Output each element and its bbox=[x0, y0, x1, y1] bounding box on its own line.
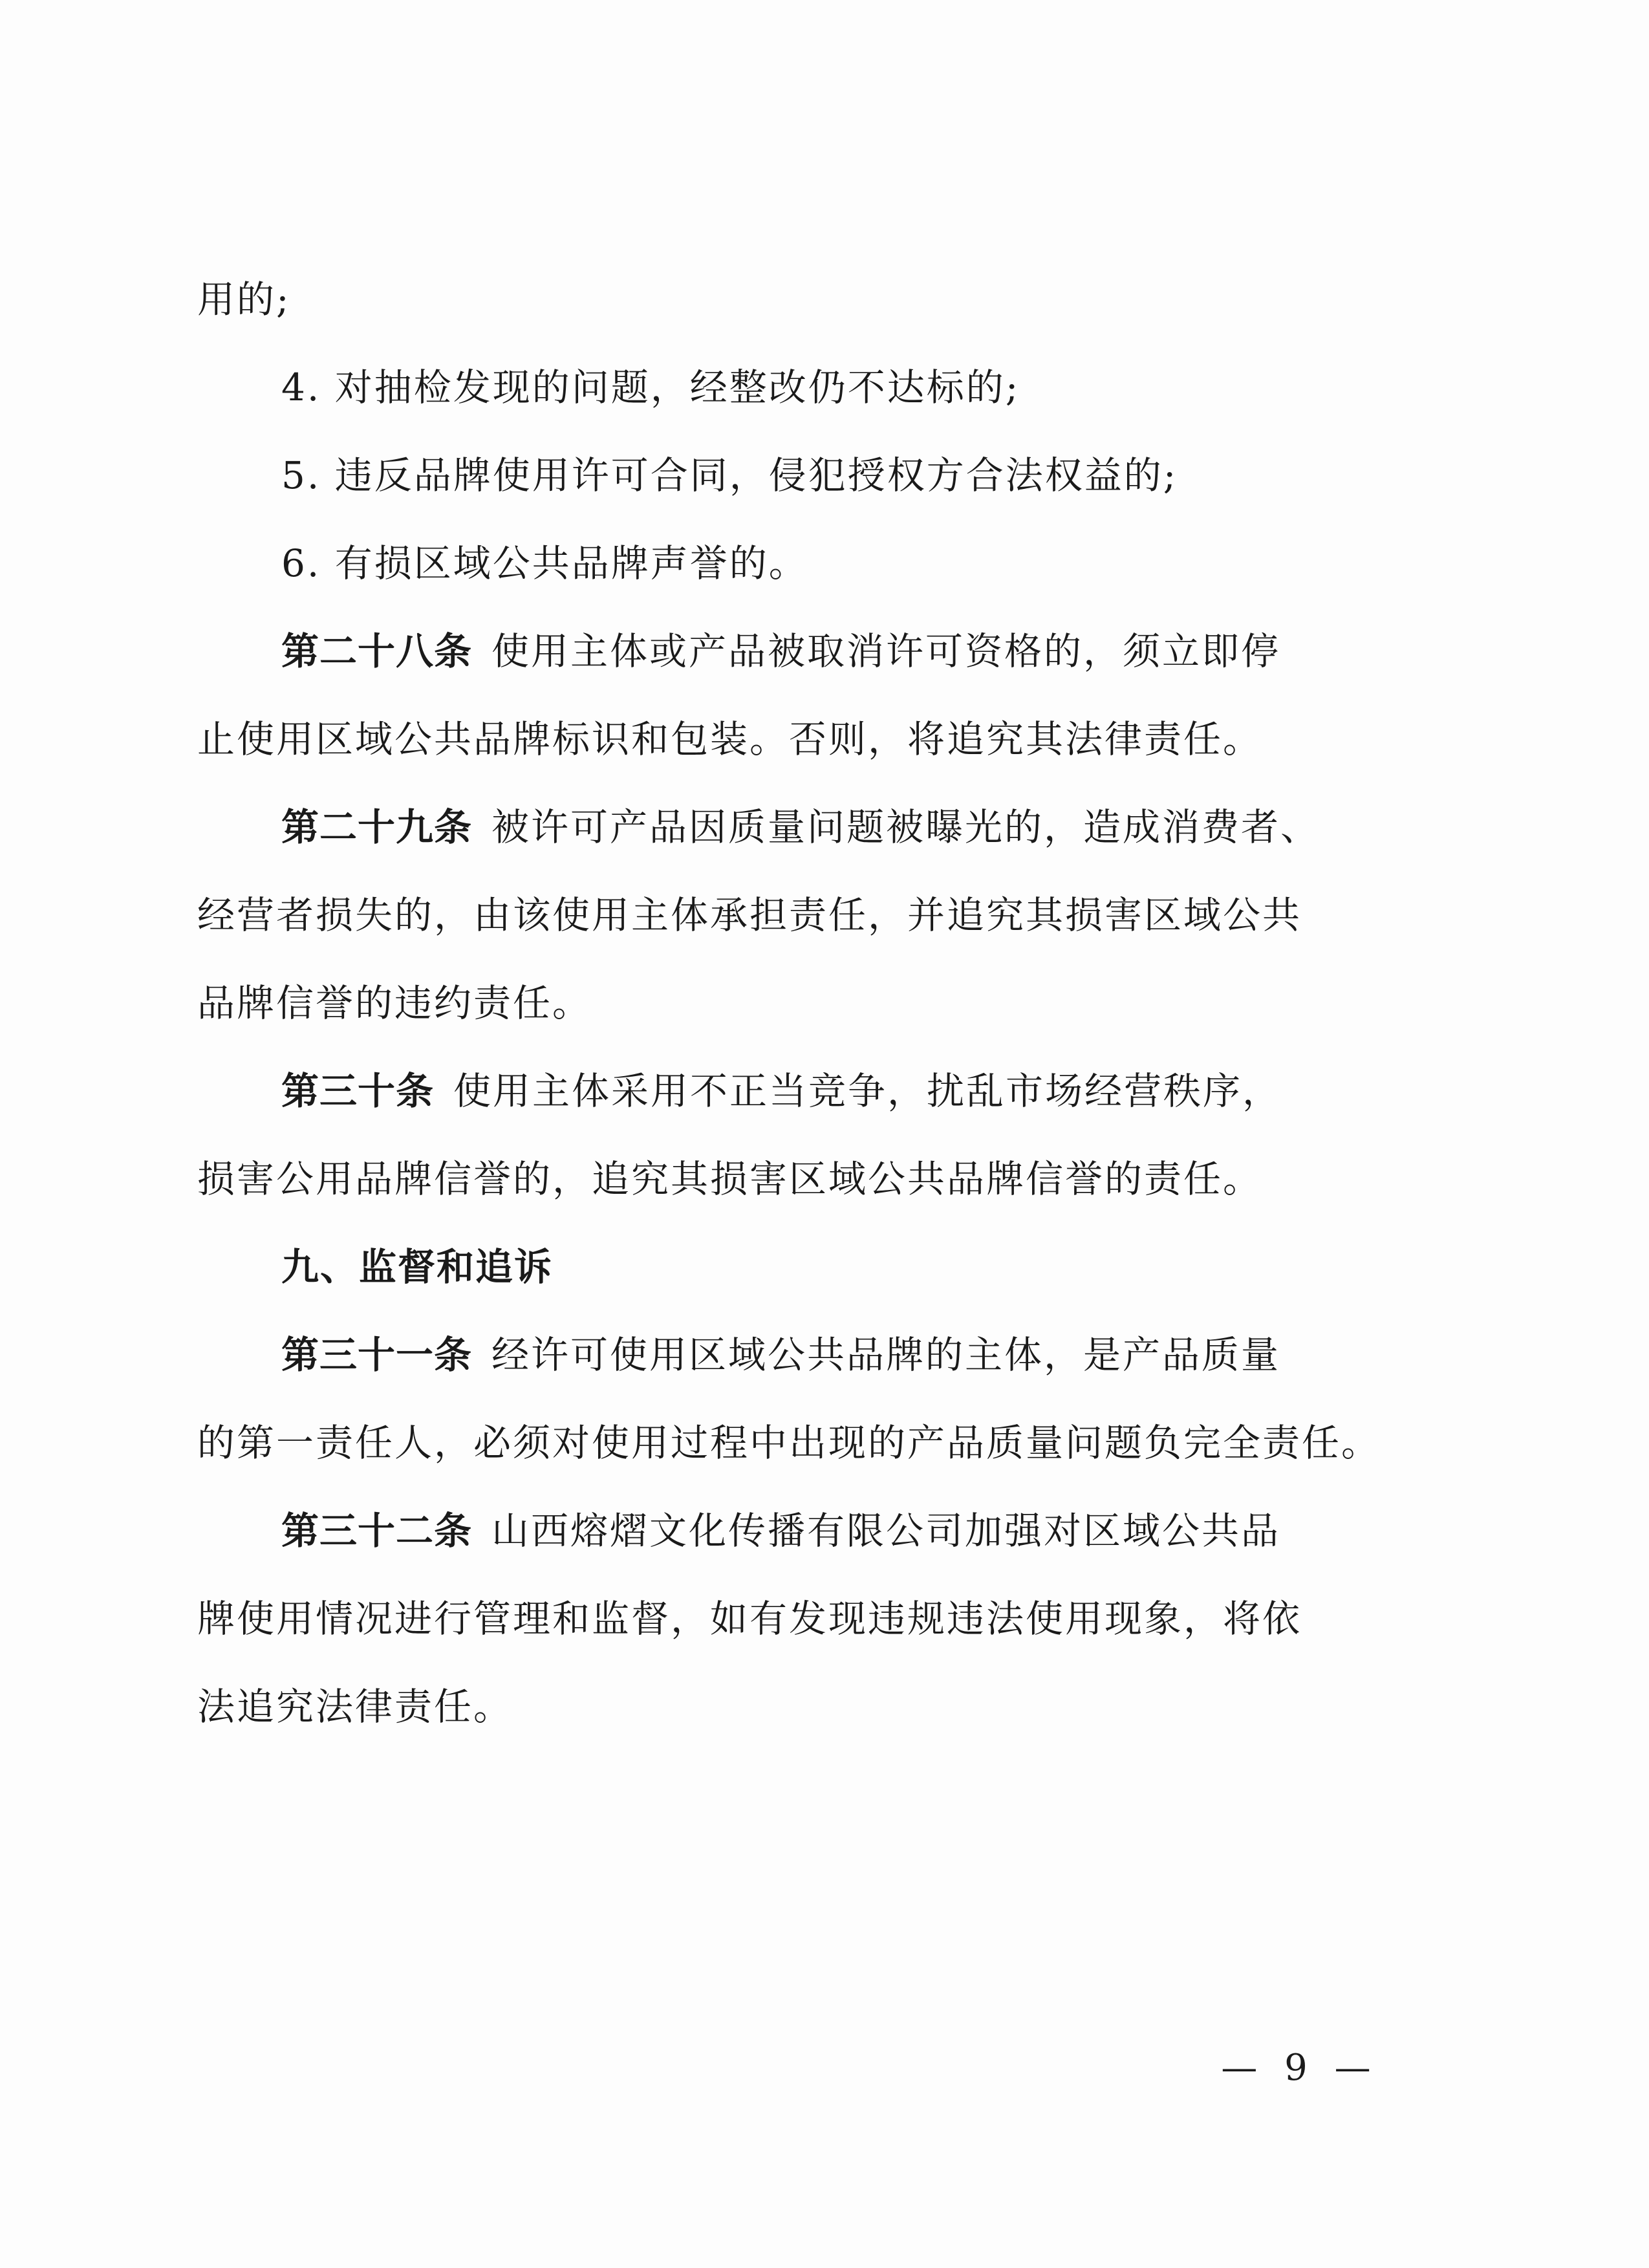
article-label: 第三十条 bbox=[281, 1069, 435, 1113]
page-number: — 9 — bbox=[1221, 2047, 1379, 2089]
article-label: 第二十八条 bbox=[281, 629, 473, 673]
article-29: 第二十九条 被许可产品因质量问题被曝光的，造成消费者、 bbox=[281, 805, 1320, 849]
article-label: 第三十二条 bbox=[281, 1509, 473, 1553]
text-line: 用的; bbox=[197, 277, 291, 321]
text-line: 止使用区域公共品牌标识和包装。否则，将追究其法律责任。 bbox=[197, 717, 1263, 761]
list-item: 6. 有损区域公共品牌声誉的。 bbox=[281, 541, 808, 585]
article-28: 第二十八条 使用主体或产品被取消许可资格的，须立即停 bbox=[281, 629, 1281, 673]
article-31: 第三十一条 经许可使用区域公共品牌的主体，是产品质量 bbox=[281, 1333, 1281, 1377]
text-line: 的第一责任人，必须对使用过程中出现的产品质量问题负完全责任。 bbox=[197, 1421, 1381, 1465]
text-line: 牌使用情况进行管理和监督，如有发现违规违法使用现象，将依 bbox=[197, 1597, 1302, 1641]
article-30: 第三十条 使用主体采用不正当竞争，扰乱市场经营秩序， bbox=[281, 1069, 1282, 1113]
text-line: 经营者损失的，由该使用主体承担责任，并追究其损害区域公共 bbox=[197, 893, 1302, 937]
section-heading: 九、监督和追诉 bbox=[281, 1245, 554, 1289]
list-item: 4. 对抽检发现的问题，经整改仍不达标的; bbox=[281, 365, 1020, 409]
document-body bbox=[197, 255, 1406, 1751]
list-item: 5. 违反品牌使用许可合同，侵犯授权方合法权益的; bbox=[281, 453, 1178, 497]
article-label: 第三十一条 bbox=[281, 1333, 473, 1377]
article-label: 第二十九条 bbox=[281, 805, 473, 849]
text-line: 损害公用品牌信誉的，追究其损害区域公共品牌信誉的责任。 bbox=[197, 1157, 1263, 1201]
text-line: 法追究法律责任。 bbox=[197, 1685, 513, 1729]
text-line: 品牌信誉的违约责任。 bbox=[197, 981, 592, 1025]
article-32: 第三十二条 山西熔熠文化传播有限公司加强对区域公共品 bbox=[281, 1509, 1281, 1553]
